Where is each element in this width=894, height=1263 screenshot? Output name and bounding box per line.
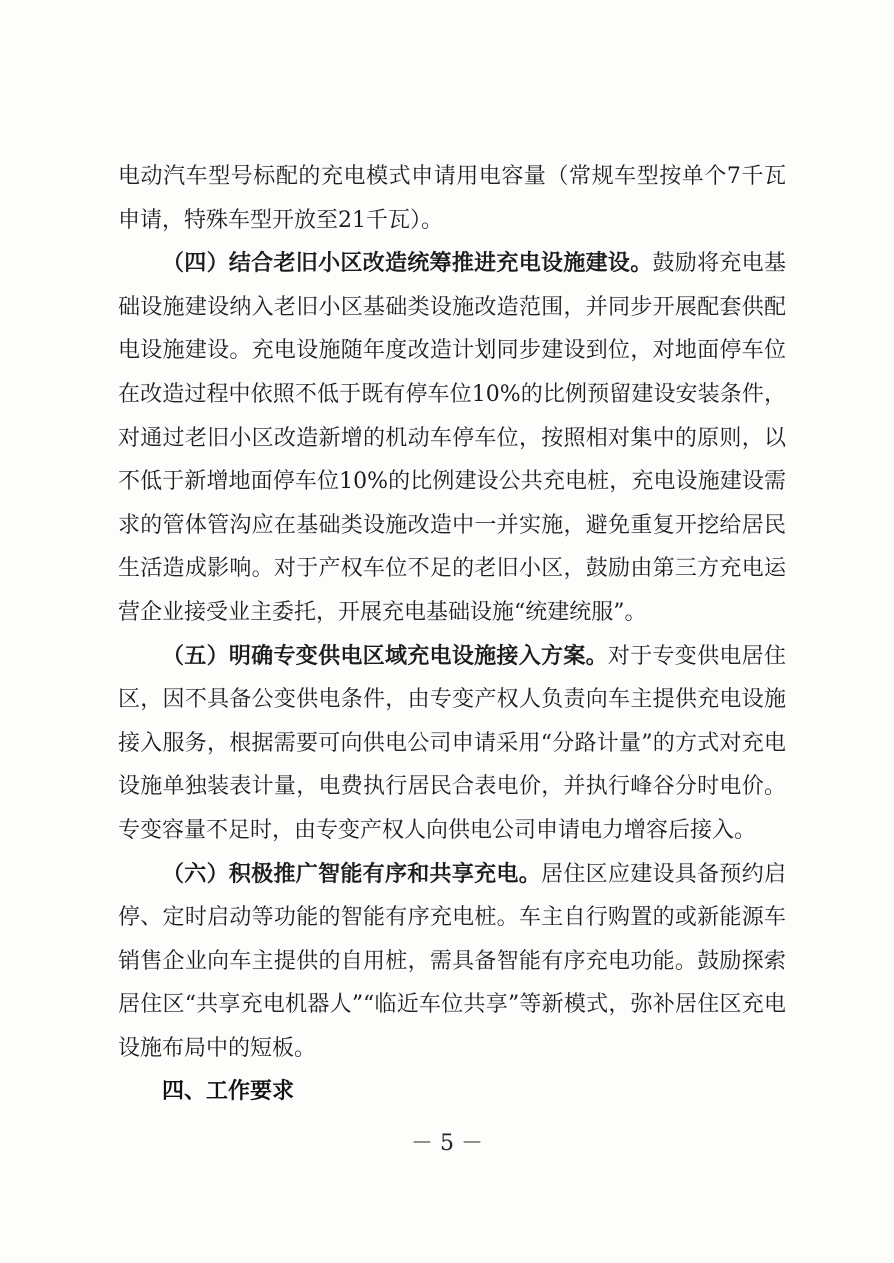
item-6-paragraph xyxy=(118,853,786,1071)
item-6-body: 居住区应建设具备预约启停、定时启动等功能的智能有序充电桩。车主自行购置的或新能源车销售企业向车主提供的自用桩，需具备智能有序充电功能。鼓励探索居住区“共享充电机器人”“临近车位共享”等新模式，弥补居住区充电设施布局中的短板。 xyxy=(118,861,786,1061)
item-4-body: 鼓励将充电基础设施建设纳入老旧小区基础类设施改造范围，并同步开展配套供配电设施建设。充电设施随年度改造计划同步建设到位，对地面停车位在改造过程中依照不低于既有停车位10%的比例预留建设安装条件，对通过老旧小区改造新增的机动车停车位，按照相对集中的原则，以不低于新增地面停车位10%的比例建设公共充电桩，充电设施建设需求的管体管沟应在基础类设施改造中一并实施，避免重复开挖给居民生活造成影响。对于产权车位不足的老旧小区，鼓励由第三方充电运营企业接受业主委托，开展充电基础设施“统建统服”。 xyxy=(118,251,786,625)
document-body xyxy=(118,155,786,1114)
section-heading-work-requirements: 四、工作要求 xyxy=(162,1079,295,1105)
paragraph-continuation: 电动汽车型号标配的充电模式申请用电容量（常规车型按单个7千瓦申请，特殊车型开放至21千瓦）。 xyxy=(118,164,786,233)
item-4-paragraph xyxy=(118,242,786,634)
item-6-heading: （六）积极推广智能有序和共享充电。 xyxy=(162,860,542,887)
page-number: － 5 － xyxy=(411,1131,483,1156)
item-5-body: 对于专变供电居住区，因不具备公变供电条件，由专变产权人负责向车主提供充电设施接入服务，根据需要可向供电公司申请采用“分路计量”的方式对充电设施单独装表计量，电费执行居民合表电价，并执行峰谷分时电价。专变容量不足时，由专变产权人向供电公司申请电力增容后接入。 xyxy=(118,643,786,843)
item-4-heading: （四）结合老旧小区改造统筹推进充电设施建设。 xyxy=(162,250,653,277)
item-5-paragraph xyxy=(118,635,786,853)
item-5-heading: （五）明确专变供电区域充电设施接入方案。 xyxy=(162,642,608,669)
